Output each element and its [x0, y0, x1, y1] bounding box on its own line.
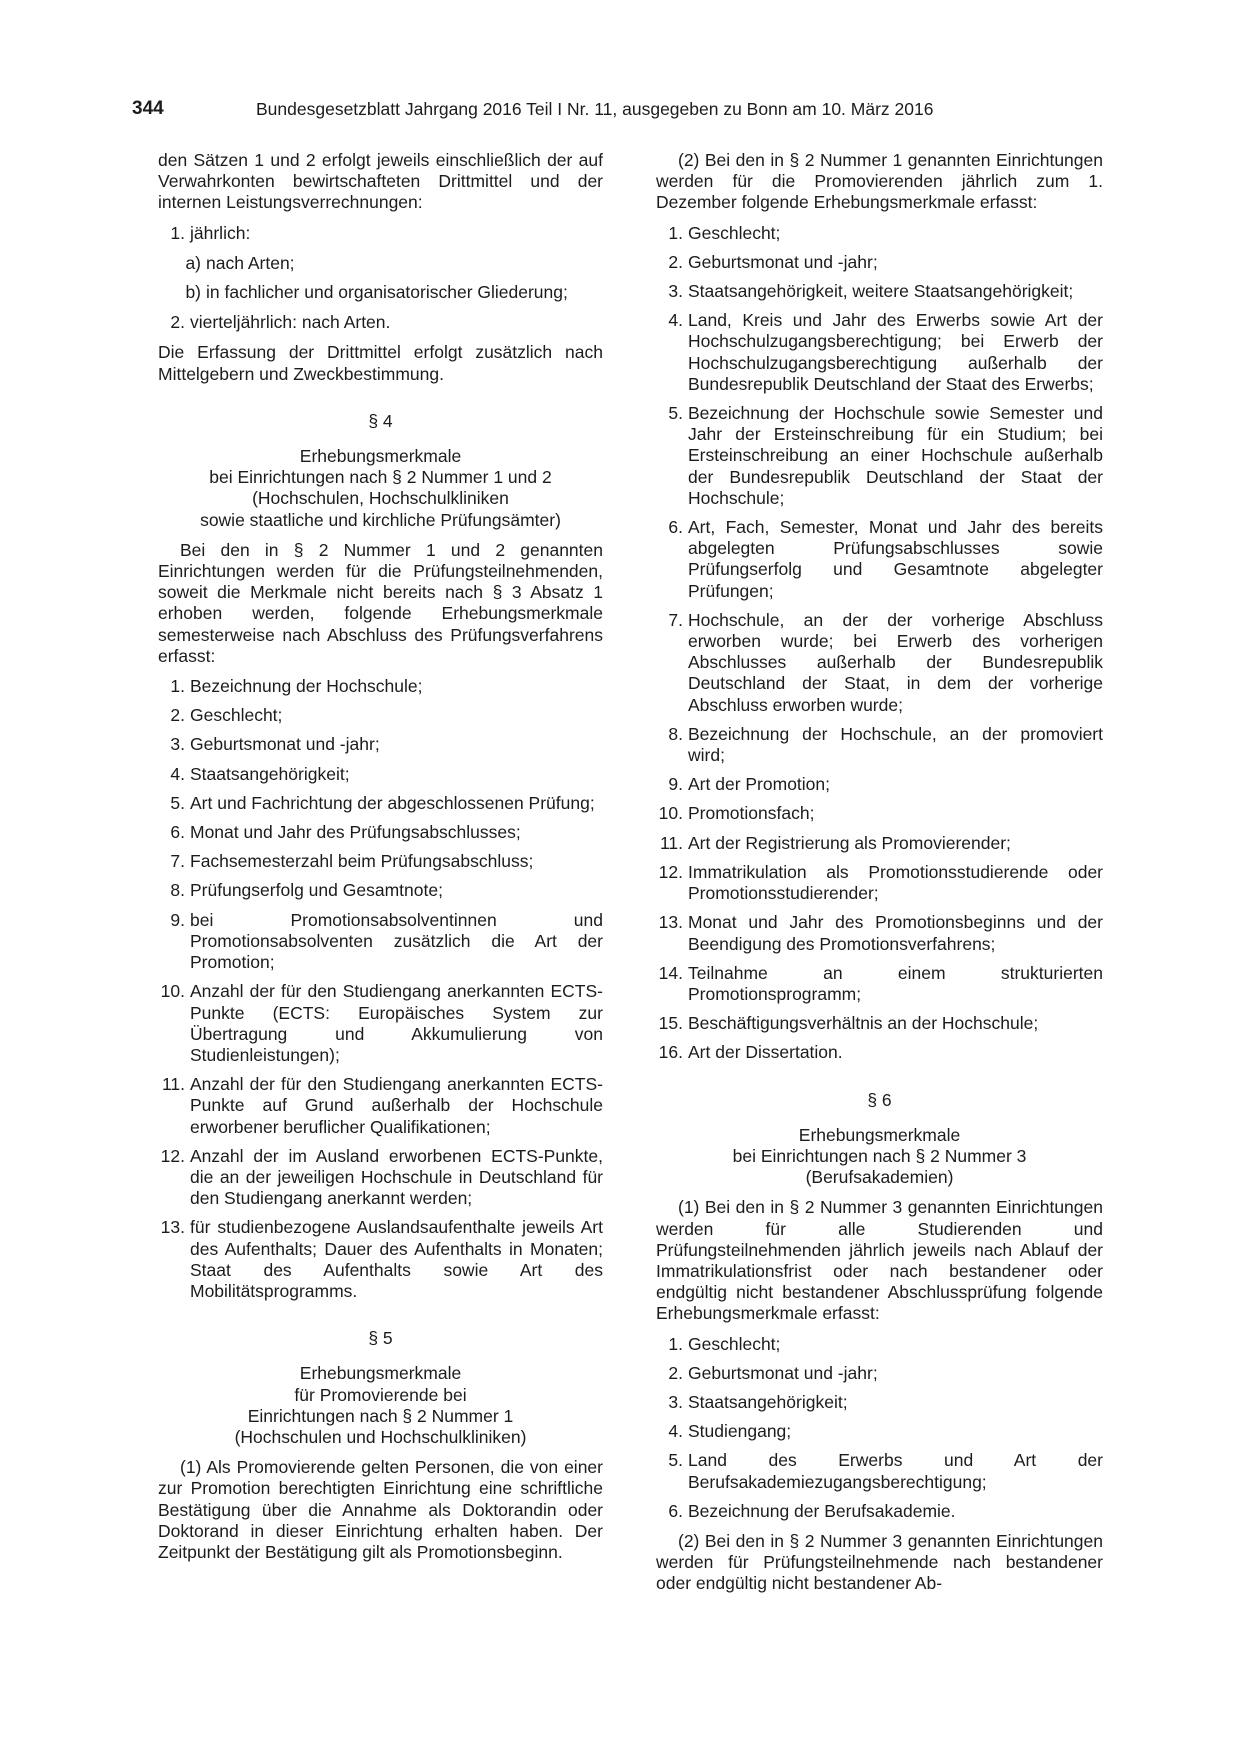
- list-item-text: Staatsangehörigkeit;: [190, 763, 350, 784]
- heading-line: für Promovierende bei: [294, 1384, 467, 1405]
- list-item-text: Bezeichnung der Hochschule sowie Semester und Jahr der Ersteinschreibung für ein Studium; bei Ersteinschreibung an einer Hochschule außerhalb der Bundesrepublik Deutschland der Staat der Hochschule;: [688, 403, 1103, 508]
- list-item: [158, 1217, 603, 1302]
- list-item: [656, 912, 1103, 954]
- list-item-text: Art der Registrierung als Promovierender;: [688, 832, 1011, 853]
- list-item: [656, 833, 1103, 854]
- list-item: [656, 403, 1103, 509]
- section-5-heading: [158, 1363, 603, 1448]
- list-item: [158, 705, 603, 726]
- list-item: [656, 1392, 1103, 1413]
- list-item-number: 10.: [658, 803, 683, 824]
- section-5-paragraph-2: (2) Bei den in § 2 Nummer 1 genannten Einrichtungen werden für die Promovierenden jährlich zum 1. Dezember folgende Erhebungsmerkmale erfasst:: [656, 150, 1103, 213]
- list-item-number: b): [185, 282, 201, 303]
- list-item-text: Art und Fachrichtung der abgeschlossenen Prüfung;: [190, 792, 595, 813]
- list-item: [656, 1042, 1103, 1063]
- list-item-number: 11.: [161, 1074, 185, 1095]
- list-item-text: Anzahl der für den Studiengang anerkannten ECTS-Punkte (ECTS: Europäisches System zur Übertragung und Akkumulierung von Studienleistungen);: [190, 981, 603, 1065]
- intro-paragraph: den Sätzen 1 und 2 erfolgt jeweils einschließlich der auf Verwahrkonten bewirtschafteten Drittmittel und der internen Leistungsverrechnungen:: [158, 150, 603, 213]
- list-item-number: 5.: [668, 403, 683, 424]
- section-5-list: [656, 223, 1103, 1064]
- list-item-number: 12.: [160, 1145, 185, 1166]
- list-item: [158, 1074, 603, 1138]
- list-item: [158, 880, 603, 901]
- list-item-text: Art der Promotion;: [688, 774, 830, 795]
- list-item-text: Anzahl der für den Studiengang anerkannten ECTS-Punkte auf Grund außerhalb der Hochschule erworbener beruflicher Qualifikationen;: [190, 1074, 603, 1137]
- list-item-text: Promotionsfach;: [688, 803, 815, 824]
- list-item-number: 6.: [170, 822, 185, 843]
- list-item-number: 6.: [668, 1500, 683, 1521]
- running-title: Bundesgesetzblatt Jahrgang 2016 Teil I Nr. 11, ausgegeben zu Bonn am 10. März 2016: [256, 99, 934, 119]
- list-item-text: Geburtsmonat und -jahr;: [688, 251, 878, 272]
- list-item-number: 7.: [170, 851, 185, 872]
- list-item: [158, 282, 603, 303]
- list-item-text: Art der Dissertation.: [688, 1042, 843, 1063]
- list2: [158, 312, 603, 333]
- list-item-number: 10.: [160, 981, 185, 1002]
- list-item: [656, 281, 1103, 302]
- list-item-number: 12.: [658, 861, 683, 882]
- list-item-text: nach Arten;: [206, 252, 295, 273]
- list-item: [656, 1501, 1103, 1522]
- list-item-text: Monat und Jahr des Promotionsbeginns und der Beendigung des Promotionsverfahrens;: [688, 912, 1103, 954]
- section-6-list: [656, 1334, 1103, 1522]
- list-item: [656, 862, 1103, 904]
- list-item-number: 11.: [659, 832, 683, 853]
- list-item-text: bei Promotionsabsolventinnen und Promotionsabsolventen zusätzlich die Art der Promotion;: [190, 909, 603, 973]
- list-item-text: vierteljährlich: nach Arten.: [190, 312, 391, 333]
- list-item-number: a): [185, 252, 201, 273]
- section-4-paragraph: Bei den in § 2 Nummer 1 und 2 genannten Einrichtungen werden für die Prüfungsteilnehmenden, soweit die Merkmale nicht bereits nach § 3 Absatz 1 erhoben werden, folgende Erhebungsmerkmale semesterweise nach Abschluss des Prüfungsverfahrens erfasst:: [158, 539, 603, 666]
- list-item-number: 4.: [668, 1421, 683, 1442]
- list-item-text: Anzahl der im Ausland erworbenen ECTS-Punkte, die an der jeweiligen Hochschule in Deutschland für den Studiengang anerkannt werden;: [190, 1145, 603, 1209]
- list-item-text: Land des Erwerbs und Art der Berufsakademiezugangsberechtigung;: [688, 1450, 1103, 1492]
- list-item-text: Geburtsmonat und -jahr;: [190, 734, 380, 755]
- list-item: [158, 223, 603, 244]
- list-item: [656, 223, 1103, 244]
- list-item-text: Monat und Jahr des Prüfungsabschlusses;: [190, 822, 521, 843]
- list-item-number: 2.: [170, 312, 185, 333]
- list-item: [656, 963, 1103, 1005]
- list-item-number: 1.: [668, 1333, 683, 1354]
- heading-line: bei Einrichtungen nach § 2 Nummer 1 und 2: [209, 467, 552, 488]
- list-item-text: Bezeichnung der Berufsakademie.: [688, 1500, 956, 1521]
- list-item-number: 3.: [668, 281, 683, 302]
- list-item-number: 1.: [170, 222, 185, 243]
- list-item-number: 7.: [668, 609, 683, 630]
- list-item-text: Studiengang;: [688, 1421, 792, 1442]
- list-item-text: Prüfungserfolg und Gesamtnote;: [190, 880, 443, 901]
- list-item-text: Art, Fach, Semester, Monat und Jahr des bereits abgelegten Prüfungsabschlusses sowie Prüfungserfolg und Gesamtnote abgelegter Prüfungen;: [688, 517, 1103, 601]
- page-number: 344: [132, 98, 164, 119]
- list-item-text: Geschlecht;: [190, 705, 283, 726]
- list-item: [656, 310, 1103, 395]
- list-item-number: 2.: [170, 705, 185, 726]
- list-item-number: 8.: [668, 723, 683, 744]
- list-item-number: 4.: [668, 310, 683, 331]
- list-item-number: 5.: [170, 792, 185, 813]
- list-item-text: Hochschule, an der der vorherige Abschluss erworben wurde; bei Erwerb des vorherigen Abschlusses außerhalb der Bundesrepublik Deutschland der Staat, in dem der vorherige Abschluss erworben wurde;: [688, 609, 1103, 715]
- list-item-number: 3.: [668, 1391, 683, 1412]
- list-item: [656, 774, 1103, 795]
- list-item-text: in fachlicher und organisatorischer Gliederung;: [206, 282, 568, 303]
- section-6-paragraph-2: (2) Bei den in § 2 Nummer 3 genannten Einrichtungen werden für Prüfungsteilnehmende nach bestandener oder endgültig nicht bestandener Ab-: [656, 1530, 1103, 1594]
- section-5-number: § 5: [368, 1328, 393, 1349]
- page-header: [132, 98, 1108, 128]
- list-item-number: 14.: [658, 962, 683, 983]
- list-item-number: 5.: [668, 1450, 683, 1471]
- list-item-number: 6.: [668, 517, 683, 538]
- list-item-text: Staatsangehörigkeit;: [688, 1391, 848, 1412]
- list-item-text: Immatrikulation als Promotionsstudierende oder Promotionsstudierender;: [688, 861, 1103, 904]
- section-4-heading: [158, 446, 603, 531]
- list-item-text: Staatsangehörigkeit, weitere Staatsangehörigkeit;: [688, 281, 1074, 302]
- list-item: [656, 610, 1103, 716]
- section-5-paragraph-1: (1) Als Promovierende gelten Personen, die von einer zur Promotion berechtigten Einrichtung eine schriftliche Bestätigung über die Annahme als Doktorandin oder Doktorand in dieser Einrichtung erhalten haben. Der Zeitpunkt der Bestätigung gilt als Promotionsbeginn.: [158, 1457, 603, 1562]
- sublist1: [158, 253, 603, 303]
- list-item-text: Geschlecht;: [688, 1333, 781, 1354]
- list-item: [656, 803, 1103, 824]
- right-column: [656, 150, 1103, 1604]
- list-item-number: 4.: [170, 763, 185, 784]
- section-4-number: § 4: [368, 410, 393, 431]
- list-item: [656, 1013, 1103, 1034]
- list-item: [656, 252, 1103, 273]
- left-column: [158, 150, 603, 1572]
- list-item-text: Fachsemesterzahl beim Prüfungsabschluss;: [190, 851, 534, 872]
- heading-line: Einrichtungen nach § 2 Nummer 1: [247, 1405, 514, 1426]
- heading-line: (Hochschulen und Hochschulkliniken): [234, 1426, 527, 1447]
- list-item-text: Bezeichnung der Hochschule, an der promoviert wird;: [688, 723, 1103, 766]
- list-item: [656, 1450, 1103, 1492]
- section-6-paragraph-1: (1) Bei den in § 2 Nummer 3 genannten Einrichtungen werden für alle Studierenden und Prüfungsteilnehmenden jährlich jeweils nach Ablauf der Immatrikulationsfrist oder nach bestandener oder endgültig nicht bestandener Abschlussprüfung folgende Erhebungsmerkmale erfasst:: [656, 1197, 1103, 1324]
- list-item: [656, 1363, 1103, 1384]
- list-item-text: Beschäftigungsverhältnis an der Hochschule;: [688, 1013, 1039, 1034]
- list-item-number: 13.: [658, 912, 683, 933]
- list-item-number: 8.: [170, 880, 185, 901]
- list-item: [158, 981, 603, 1066]
- heading-line: Erhebungsmerkmale: [299, 446, 462, 467]
- list-item-text: jährlich:: [190, 222, 251, 243]
- list-item-number: 13.: [160, 1217, 185, 1238]
- list-item: [158, 764, 603, 785]
- list-item: [158, 793, 603, 814]
- list-item-number: 1.: [170, 676, 185, 697]
- list-item: [158, 253, 603, 274]
- list-item-text: Teilnahme an einem strukturierten Promotionsprogramm;: [688, 962, 1103, 1004]
- list-item-number: 15.: [658, 1013, 683, 1034]
- list-item: [656, 724, 1103, 766]
- heading-line: bei Einrichtungen nach § 2 Nummer 3: [732, 1145, 1027, 1166]
- section-6-heading: [656, 1125, 1103, 1189]
- list-item: [158, 734, 603, 755]
- list-item-number: 2.: [668, 251, 683, 272]
- list-item-text: Land, Kreis und Jahr des Erwerbs sowie Art der Hochschulzugangsberechtigung; bei Erwerb der Hochschulzugangsberechtigung außerhalb der Bundesrepublik Deutschland der Staat des Erwerbs;: [688, 310, 1103, 394]
- list-item: [158, 851, 603, 872]
- list-item: [158, 822, 603, 843]
- section-6-number: § 6: [867, 1089, 892, 1110]
- closing-paragraph: Die Erfassung der Drittmittel erfolgt zusätzlich nach Mittelgebern und Zweckbestimmung.: [158, 342, 603, 384]
- section-4-list: [158, 676, 603, 1302]
- heading-line: (Hochschulen, Hochschulkliniken: [252, 488, 509, 509]
- heading-line: Erhebungsmerkmale: [798, 1124, 961, 1145]
- heading-line: (Berufsakademien): [805, 1167, 954, 1188]
- list-item-number: 3.: [170, 734, 185, 755]
- list-item-number: 2.: [668, 1362, 683, 1383]
- heading-line: sowie staatliche und kirchliche Prüfungsämter): [200, 509, 561, 530]
- list-item-number: 9.: [668, 774, 683, 795]
- list-item-text: für studienbezogene Auslandsaufenthalte jeweils Art des Aufenthalts; Dauer des Aufenthalts in Monaten; Staat des Aufenthalts sowie Art des Mobilitätsprogramms.: [190, 1217, 603, 1301]
- list-item-number: 1.: [668, 222, 683, 243]
- list-item: [656, 1421, 1103, 1442]
- heading-line: Erhebungsmerkmale: [299, 1363, 462, 1384]
- list-item: [158, 1146, 603, 1210]
- list-item-text: Bezeichnung der Hochschule;: [190, 676, 423, 697]
- list-item: [158, 910, 603, 974]
- list-item-number: 16.: [658, 1042, 683, 1063]
- list-item-text: Geburtsmonat und -jahr;: [688, 1362, 878, 1383]
- list-item: [158, 676, 603, 697]
- list1: [158, 223, 603, 244]
- list-item: [656, 517, 1103, 602]
- list-item: [158, 312, 603, 333]
- list-item-text: Geschlecht;: [688, 222, 781, 243]
- list-item: [656, 1334, 1103, 1355]
- list-item-number: 9.: [170, 909, 185, 930]
